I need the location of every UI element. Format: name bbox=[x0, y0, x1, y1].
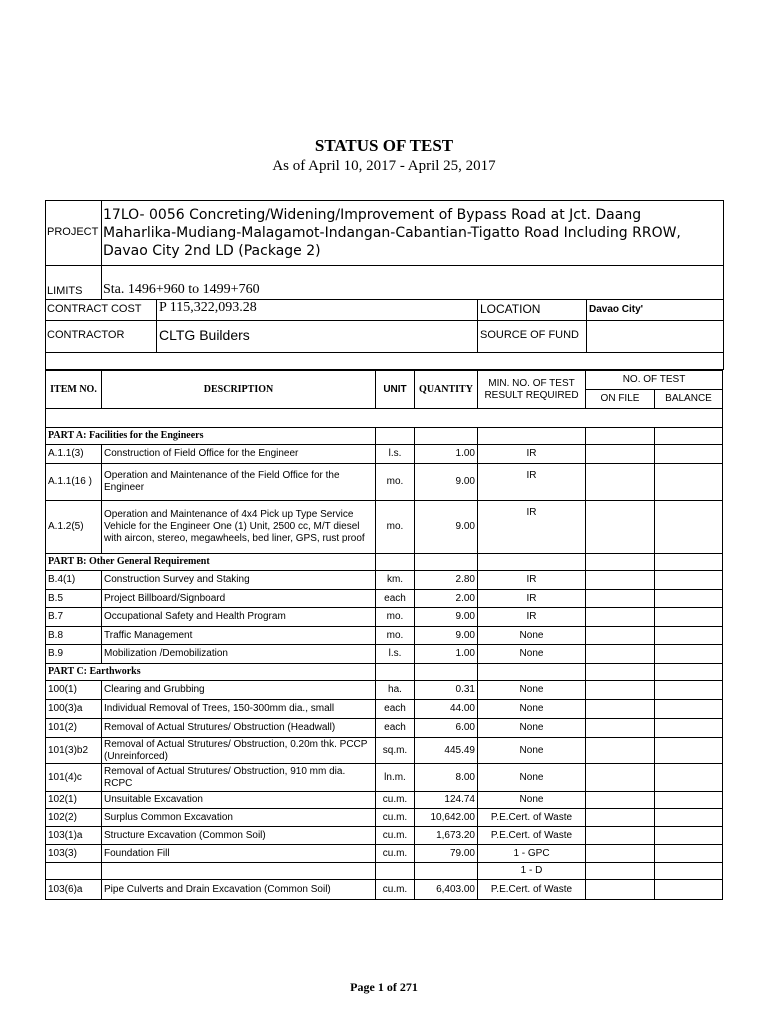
location-label: LOCATION bbox=[480, 302, 541, 316]
empty-cell bbox=[376, 664, 415, 681]
item-code-cell: A.1.1(3) bbox=[46, 445, 102, 464]
description-cell: Foundation Fill bbox=[102, 845, 376, 863]
description-cell: Individual Removal of Trees, 150-300mm dia., small bbox=[102, 700, 376, 719]
unit-cell: mo. bbox=[376, 501, 415, 554]
min-tests-cell: None bbox=[478, 764, 586, 792]
on-file-cell bbox=[586, 608, 655, 627]
quantity-cell: 9.00 bbox=[415, 627, 478, 645]
date-range: As of April 10, 2017 - April 25, 2017 bbox=[272, 158, 496, 174]
on-file-cell bbox=[586, 738, 655, 764]
table-row bbox=[46, 445, 723, 464]
table-row bbox=[46, 700, 723, 719]
column-header-row bbox=[46, 371, 723, 390]
balance-cell bbox=[655, 645, 723, 664]
description-cell: Surplus Common Excavation bbox=[102, 809, 376, 827]
location-value: Davao City' bbox=[589, 304, 644, 315]
unit-cell: l.s. bbox=[376, 645, 415, 664]
contractor-label: CONTRACTOR bbox=[47, 329, 125, 341]
status-of-test-table bbox=[45, 370, 723, 900]
spacer-row bbox=[46, 409, 723, 428]
item-code-cell: 100(1) bbox=[46, 681, 102, 700]
part-heading-row bbox=[46, 428, 723, 445]
table-row bbox=[46, 590, 723, 608]
quantity-cell: 445.49 bbox=[415, 738, 478, 764]
item-code-cell: 103(1)a bbox=[46, 827, 102, 845]
on-file-cell bbox=[586, 792, 655, 809]
item-code-cell: 101(3)b2 bbox=[46, 738, 102, 764]
table-row bbox=[46, 827, 723, 845]
quantity-cell: 1.00 bbox=[415, 445, 478, 464]
description-cell: Traffic Management bbox=[102, 627, 376, 645]
min-tests-cell: IR bbox=[478, 464, 586, 501]
balance-cell bbox=[655, 445, 723, 464]
unit-cell bbox=[376, 863, 415, 880]
balance-cell bbox=[655, 700, 723, 719]
unit-cell: ln.m. bbox=[376, 764, 415, 792]
description-cell: Project Billboard/Signboard bbox=[102, 590, 376, 608]
empty-cell bbox=[478, 664, 586, 681]
min-tests-cell: P.E.Cert. of Waste bbox=[478, 809, 586, 827]
empty-cell bbox=[655, 554, 723, 571]
table-row bbox=[46, 501, 723, 554]
balance-cell bbox=[655, 809, 723, 827]
min-tests-cell: None bbox=[478, 738, 586, 764]
contract-cost-row bbox=[46, 300, 723, 321]
description-cell: Removal of Actual Strutures/ Obstruction, 910 mm dia. RCPC bbox=[102, 764, 376, 792]
limits-label: LIMITS bbox=[47, 285, 83, 297]
empty-cell bbox=[376, 428, 415, 445]
description-cell bbox=[102, 863, 376, 880]
item-code-cell: A.1.2(5) bbox=[46, 501, 102, 554]
min-tests-cell: None bbox=[478, 792, 586, 809]
description-cell: Clearing and Grubbing bbox=[102, 681, 376, 700]
col-balance: BALANCE bbox=[655, 390, 723, 409]
quantity-cell: 1.00 bbox=[415, 645, 478, 664]
empty-cell bbox=[655, 664, 723, 681]
on-file-cell bbox=[586, 501, 655, 554]
empty-cell bbox=[586, 554, 655, 571]
table-row bbox=[46, 571, 723, 590]
unit-cell: each bbox=[376, 700, 415, 719]
balance-cell bbox=[655, 608, 723, 627]
on-file-cell bbox=[586, 809, 655, 827]
limits-value: Sta. 1496+960 to 1499+760 bbox=[103, 282, 260, 297]
on-file-cell bbox=[586, 590, 655, 608]
unit-cell: mo. bbox=[376, 608, 415, 627]
table-row bbox=[46, 880, 723, 900]
on-file-cell bbox=[586, 627, 655, 645]
description-cell: Operation and Maintenance of 4x4 Pick up Type Service Vehicle for the Engineer One (1) Unit, 2500 cc, M/T diesel with aircon, stereo, megawheels, bed liner, GPS, rust proof bbox=[102, 501, 376, 554]
min-tests-cell: IR bbox=[478, 608, 586, 627]
min-tests-cell: IR bbox=[478, 590, 586, 608]
quantity-cell: 6.00 bbox=[415, 719, 478, 738]
balance-cell bbox=[655, 719, 723, 738]
col-quantity: QUANTITY bbox=[415, 371, 478, 409]
quantity-cell: 1,673.20 bbox=[415, 827, 478, 845]
spacer-row bbox=[46, 353, 723, 369]
quantity-cell: 124.74 bbox=[415, 792, 478, 809]
contract-cost-value: P 115,322,093.28 bbox=[159, 300, 257, 315]
item-code-cell: 101(2) bbox=[46, 719, 102, 738]
unit-cell: each bbox=[376, 719, 415, 738]
table-body bbox=[46, 428, 723, 900]
min-tests-cell: None bbox=[478, 681, 586, 700]
col-item-no: ITEM NO. bbox=[46, 371, 102, 409]
project-value: 17LO- 0056 Concreting/Widening/Improvement of Bypass Road at Jct. Daang Maharlika-Mudiang-Malagamot-Indangan-Cabantian-Tigatto Road Including RROW, Davao City 2nd LD (Package 2) bbox=[103, 207, 681, 259]
min-tests-cell: None bbox=[478, 700, 586, 719]
balance-cell bbox=[655, 571, 723, 590]
item-code-cell: B.4(1) bbox=[46, 571, 102, 590]
quantity-cell: 8.00 bbox=[415, 764, 478, 792]
min-tests-cell: None bbox=[478, 719, 586, 738]
description-cell: Mobilization /Demobilization bbox=[102, 645, 376, 664]
unit-cell: cu.m. bbox=[376, 845, 415, 863]
min-tests-cell: IR bbox=[478, 571, 586, 590]
contractor-value: CLTG Builders bbox=[159, 327, 250, 343]
on-file-cell bbox=[586, 700, 655, 719]
empty-cell bbox=[478, 428, 586, 445]
page-number: Page 1 of 271 bbox=[350, 980, 418, 994]
description-cell: Pipe Culverts and Drain Excavation (Common Soil) bbox=[102, 880, 376, 900]
on-file-cell bbox=[586, 845, 655, 863]
unit-cell: cu.m. bbox=[376, 792, 415, 809]
page-title: STATUS OF TEST bbox=[314, 136, 454, 155]
empty-cell bbox=[586, 428, 655, 445]
part-heading: PART A: Facilities for the Engineers bbox=[46, 428, 376, 445]
description-cell: Removal of Actual Strutures/ Obstruction, 0.20m thk. PCCP (Unreinforced) bbox=[102, 738, 376, 764]
quantity-cell: 79.00 bbox=[415, 845, 478, 863]
min-tests-cell: P.E.Cert. of Waste bbox=[478, 880, 586, 900]
unit-cell: cu.m. bbox=[376, 880, 415, 900]
description-cell: Unsuitable Excavation bbox=[102, 792, 376, 809]
unit-cell: cu.m. bbox=[376, 827, 415, 845]
empty-cell bbox=[415, 554, 478, 571]
on-file-cell bbox=[586, 827, 655, 845]
unit-cell: ha. bbox=[376, 681, 415, 700]
table-row bbox=[46, 608, 723, 627]
balance-cell bbox=[655, 792, 723, 809]
quantity-cell: 9.00 bbox=[415, 501, 478, 554]
empty-cell bbox=[586, 664, 655, 681]
on-file-cell bbox=[586, 880, 655, 900]
balance-cell bbox=[655, 863, 723, 880]
quantity-cell: 44.00 bbox=[415, 700, 478, 719]
empty-cell bbox=[655, 428, 723, 445]
empty-cell bbox=[376, 554, 415, 571]
on-file-cell bbox=[586, 464, 655, 501]
part-heading: PART C: Earthworks bbox=[46, 664, 376, 681]
col-no-of-test: NO. OF TEST bbox=[586, 371, 723, 390]
item-code-cell: 103(3) bbox=[46, 845, 102, 863]
project-row bbox=[46, 201, 723, 266]
on-file-cell bbox=[586, 445, 655, 464]
item-code-cell: B.8 bbox=[46, 627, 102, 645]
quantity-cell: 2.80 bbox=[415, 571, 478, 590]
quantity-cell: 10,642.00 bbox=[415, 809, 478, 827]
contractor-row bbox=[46, 321, 723, 353]
balance-cell bbox=[655, 880, 723, 900]
unit-cell: sq.m. bbox=[376, 738, 415, 764]
col-on-file: ON FILE bbox=[586, 390, 655, 409]
item-code-cell: 101(4)c bbox=[46, 764, 102, 792]
table-row bbox=[46, 863, 723, 880]
item-code-cell: B.9 bbox=[46, 645, 102, 664]
min-tests-cell: None bbox=[478, 645, 586, 664]
min-tests-cell: IR bbox=[478, 501, 586, 554]
part-heading-row bbox=[46, 664, 723, 681]
description-cell: Construction of Field Office for the Engineer bbox=[102, 445, 376, 464]
item-code-cell: 100(3)a bbox=[46, 700, 102, 719]
min-tests-cell: P.E.Cert. of Waste bbox=[478, 827, 586, 845]
item-code-cell: A.1.1(16 ) bbox=[46, 464, 102, 501]
on-file-cell bbox=[586, 764, 655, 792]
table-row bbox=[46, 645, 723, 664]
description-cell: Structure Excavation (Common Soil) bbox=[102, 827, 376, 845]
empty-cell bbox=[415, 664, 478, 681]
unit-cell: l.s. bbox=[376, 445, 415, 464]
on-file-cell bbox=[586, 571, 655, 590]
unit-cell: cu.m. bbox=[376, 809, 415, 827]
part-heading: PART B: Other General Requirement bbox=[46, 554, 376, 571]
description-cell: Operation and Maintenance of the Field Office for the Engineer bbox=[102, 464, 376, 501]
balance-cell bbox=[655, 501, 723, 554]
table-row bbox=[46, 809, 723, 827]
min-tests-cell: None bbox=[478, 627, 586, 645]
quantity-cell: 2.00 bbox=[415, 590, 478, 608]
source-of-fund-label: SOURCE OF FUND bbox=[480, 329, 579, 341]
unit-cell: km. bbox=[376, 571, 415, 590]
on-file-cell bbox=[586, 863, 655, 880]
balance-cell bbox=[655, 845, 723, 863]
table-row bbox=[46, 845, 723, 863]
unit-cell: mo. bbox=[376, 627, 415, 645]
project-label: PROJECT bbox=[47, 226, 99, 238]
item-code-cell bbox=[46, 863, 102, 880]
table-row bbox=[46, 738, 723, 764]
empty-cell bbox=[415, 428, 478, 445]
min-tests-cell: IR bbox=[478, 445, 586, 464]
description-cell: Occupational Safety and Health Program bbox=[102, 608, 376, 627]
balance-cell bbox=[655, 681, 723, 700]
description-cell: Construction Survey and Staking bbox=[102, 571, 376, 590]
empty-cell bbox=[478, 554, 586, 571]
on-file-cell bbox=[586, 719, 655, 738]
quantity-cell: 6,403.00 bbox=[415, 880, 478, 900]
on-file-cell bbox=[586, 681, 655, 700]
col-description: DESCRIPTION bbox=[102, 371, 376, 409]
item-code-cell: 102(1) bbox=[46, 792, 102, 809]
table-row bbox=[46, 464, 723, 501]
min-tests-cell: 1 - GPC bbox=[478, 845, 586, 863]
balance-cell bbox=[655, 627, 723, 645]
quantity-cell: 9.00 bbox=[415, 608, 478, 627]
item-code-cell: B.5 bbox=[46, 590, 102, 608]
item-code-cell: 102(2) bbox=[46, 809, 102, 827]
col-min-tests: MIN. NO. OF TEST RESULT REQUIRED bbox=[478, 371, 586, 409]
balance-cell bbox=[655, 764, 723, 792]
balance-cell bbox=[655, 464, 723, 501]
unit-cell: each bbox=[376, 590, 415, 608]
balance-cell bbox=[655, 827, 723, 845]
col-unit: UNIT bbox=[376, 371, 415, 409]
min-tests-cell: 1 - D bbox=[478, 863, 586, 880]
description-cell: Removal of Actual Strutures/ Obstruction (Headwall) bbox=[102, 719, 376, 738]
item-code-cell: 103(6)a bbox=[46, 880, 102, 900]
quantity-cell: 9.00 bbox=[415, 464, 478, 501]
table-row bbox=[46, 681, 723, 700]
limits-row bbox=[46, 266, 723, 300]
item-code-cell: B.7 bbox=[46, 608, 102, 627]
table-row bbox=[46, 792, 723, 809]
part-heading-row bbox=[46, 554, 723, 571]
table-row bbox=[46, 719, 723, 738]
balance-cell bbox=[655, 738, 723, 764]
table-row bbox=[46, 627, 723, 645]
balance-cell bbox=[655, 590, 723, 608]
unit-cell: mo. bbox=[376, 464, 415, 501]
quantity-cell bbox=[415, 863, 478, 880]
contract-cost-label: CONTRACT COST bbox=[47, 303, 142, 315]
quantity-cell: 0.31 bbox=[415, 681, 478, 700]
project-info-box bbox=[45, 200, 724, 370]
table-row bbox=[46, 764, 723, 792]
on-file-cell bbox=[586, 645, 655, 664]
